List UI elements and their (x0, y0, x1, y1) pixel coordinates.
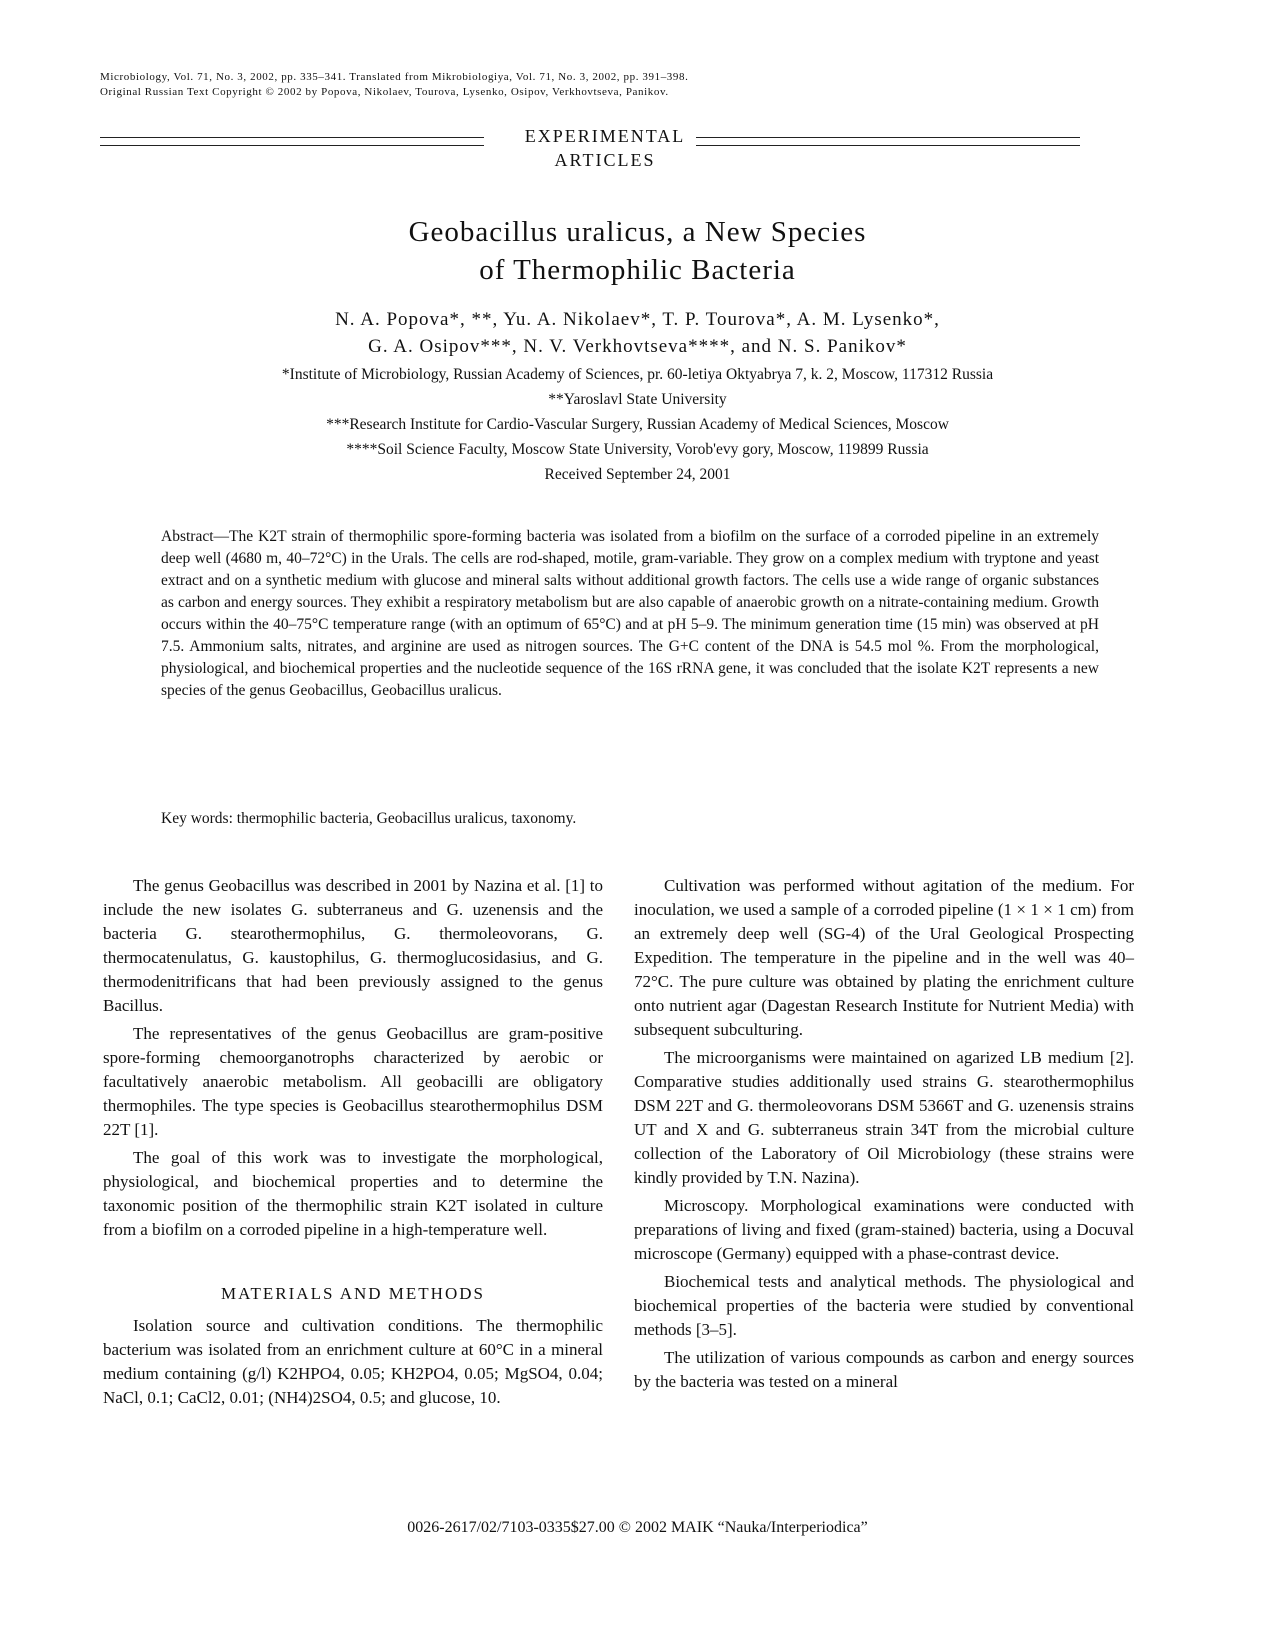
affiliation-3: ***Research Institute for Cardio-Vascular Surgery, Russian Academy of Medical Sciences, Moscow (326, 416, 949, 433)
section-label-line2: ARTICLES (554, 150, 656, 170)
paragraph: Microscopy. Morphological examinations were conducted with preparations of living and fixed (gram-stained) bacteria, using a Docuval microscope (Germany) equipped with a phase-contrast device. (634, 1196, 1134, 1263)
paragraph: Biochemical tests and analytical methods. The physiological and biochemical properties of the bacteria were studied by conventional methods [3–5]. (634, 1272, 1134, 1339)
received-date: Received September 24, 2001 (544, 466, 731, 483)
affiliation-2: **Yaroslavl State University (548, 391, 727, 408)
paragraph: The goal of this work was to investigate the morphological, physiological, and biochemical properties and to determine the taxonomic position of the thermophilic strain K2T isolated in culture from a biofilm on a corroded pipeline in a high-temperature well. (103, 1148, 603, 1239)
affiliation-1: *Institute of Microbiology, Russian Academy of Sciences, pr. 60-letiya Oktyabrya 7, k. 2, Moscow, 117312 Russia (281, 366, 994, 383)
paragraph: The representatives of the genus Geobacillus are gram-positive spore-forming chemoorganotrophs characterized by aerobic or facultatively anaerobic metabolism. All geobacilli are obligatory thermophiles. The type species is Geobacillus stearothermophilus DSM 22T [1]. (103, 1024, 603, 1139)
title-line2: of Thermophilic Bacteria (479, 254, 796, 286)
paragraph: Isolation source and cultivation conditions. The thermophilic bacterium was isolated from an enrichment culture at 60°C in a mineral medium containing (g/l) K2HPO4, 0.05; KH2PO4, 0.05; MgSO4, 0.04; NaCl, 0.1; CaCl2, 0.01; (NH4)2SO4, 0.5; and glucose, 10. (103, 1316, 603, 1407)
copyright-line: Original Russian Text Copyright © 2002 by Popova, Nikolaev, Tourova, Lysenko, Osipov, Verkhovtseva, Panikov. (100, 86, 669, 98)
body-column-right (634, 874, 1134, 1398)
header-rule-left-2 (100, 145, 484, 146)
paragraph: The microorganisms were maintained on agarized LB medium [2]. Comparative studies additionally used strains G. stearothermophilus DSM 22T and G. thermoleovorans DSM 5366T and G. uzenensis strains UT and X and G. subterraneus strain 34T from the microbial culture collection of the Laboratory of Oil Microbiology (these strains were kindly provided by T.N. Nazina). (634, 1048, 1134, 1187)
header-rule-left-1 (100, 137, 484, 138)
authors-line2: G. A. Osipov***, N. V. Verkhovtseva****, and N. S. Panikov* (368, 336, 907, 357)
paragraph: Cultivation was performed without agitation of the medium. For inoculation, we used a sample of a corroded pipeline (1 × 1 × 1 cm) from an extremely deep well (SG-4) of the Ural Geological Prospecting Expedition. The temperature in the pipeline and in the well was 40–72°C. The pure culture was obtained by plating the enrichment culture onto nutrient agar (Dagestan Research Institute for Nutrient Media) with subsequent subculturing. (634, 876, 1134, 1039)
affiliations (0, 362, 1275, 487)
author-list (0, 306, 1275, 360)
header-rule-right-2 (696, 145, 1080, 146)
abstract (161, 526, 1099, 702)
paragraph: The utilization of various compounds as carbon and energy sources by the bacteria was tested on a mineral (634, 1348, 1134, 1391)
section-label (500, 124, 710, 172)
affiliation-4: ****Soil Science Faculty, Moscow State University, Vorob'evy gory, Moscow, 119899 Russia (346, 441, 929, 458)
journal-citation: Microbiology, Vol. 71, No. 3, 2002, pp. 335–341. Translated from Mikrobiologiya, Vol. 71, No. 3, 2002, pp. 391–398. (100, 71, 689, 83)
keywords: Key words: thermophilic bacteria, Geobacillus uralicus, taxonomy. (161, 810, 577, 827)
title-line1: Geobacillus uralicus, a New Species (408, 216, 867, 248)
paragraph: The genus Geobacillus was described in 2001 by Nazina et al. [1] to include the new isolates G. subterraneus and G. uzenensis and the bacteria G. stearothermophilus, G. thermoleovorans, G. thermocatenulatus, G. kaustophilus, G. thermoglucosidasius, and G. thermodenitrificans that had been previously assigned to the genus Bacillus. (103, 876, 603, 1015)
section-label-line1: EXPERIMENTAL (524, 126, 686, 146)
article-title (0, 213, 1275, 289)
footer-issn: 0026-2617/02/7103-0335$27.00 © 2002 MAIK “Nauka/Interperiodica” (407, 1519, 868, 1536)
abstract-text: Abstract—The K2T strain of thermophilic spore-forming bacteria was isolated from a biofilm on the surface of a corroded pipeline in an extremely deep well (4680 m, 40–72°C) in the Urals. The cells are rod-shaped, motile, gram-variable. They grow on a complex medium with tryptone and yeast extract and on a synthetic medium with glucose and mineral salts without additional growth factors. The cells use a wide range of organic substances as carbon and energy sources. They exhibit a respiratory metabolism but are also capable of anaerobic growth on a nitrate-containing medium. Growth occurs within the 40–75°C temperature range (with an optimum of 65°C) and at pH 5–9. The minimum generation time (15 min) was observed at pH 7.5. Ammonium salts, nitrates, and arginine are used as nitrogen sources. The G+C content of the DNA is 54.5 mol %. From the morphological, physiological, and biochemical properties and the nucleotide sequence of the 16S rRNA gene, it was concluded that the isolate K2T represents a new species of the genus Geobacillus, Geobacillus uralicus. (161, 528, 1099, 699)
authors-line1: N. A. Popova*, **, Yu. A. Nikolaev*, T. P. Tourova*, A. M. Lysenko*, (335, 309, 940, 330)
header-rule-right-1 (696, 137, 1080, 138)
journal-header (100, 70, 688, 100)
body-column-left (103, 874, 603, 1414)
section-heading: MATERIALS AND METHODS (221, 1284, 485, 1303)
